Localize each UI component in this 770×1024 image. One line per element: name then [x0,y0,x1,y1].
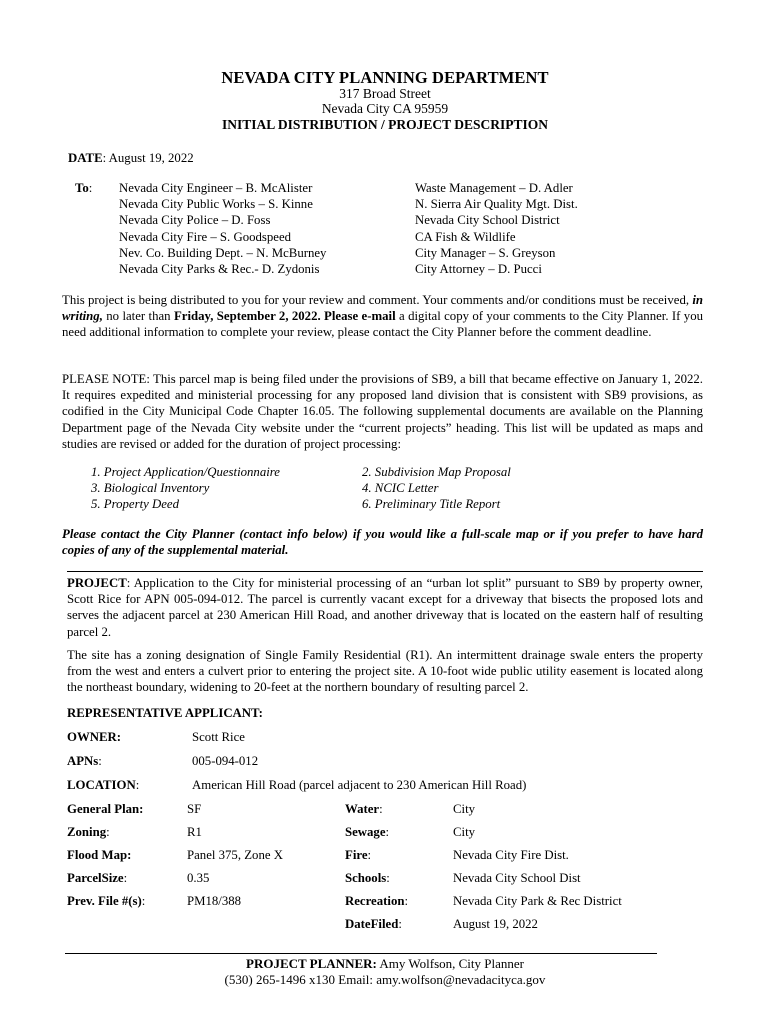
recreation-label [345,894,408,909]
to-label-line [75,180,92,196]
project-paragraph [67,575,703,640]
location-value: American Hill Road (parcel adjacent to 230 American Hill Road) [192,778,527,792]
flood-map-label: Flood Map: [67,848,132,862]
fire-label-text: Fire [345,848,368,862]
recreation-colon: : [404,894,409,908]
project-label: PROJECT [67,576,127,590]
date-filed-label [345,917,402,932]
to-label: To [75,181,89,195]
supplemental-item: 1. Project Application/Questionnaire [91,465,280,479]
recipient: City Attorney – D. Pucci [415,262,542,277]
recipient: Waste Management – D. Adler [415,181,573,195]
project-text: : Application to the City for ministerial processing of an “urban lot split” pursuant to SB9 by property owner, Scott Rice for APN 005-094-012. The parcel is currently vacant except for a driveway that bisects the proposed lots and serves the adjacent parcel at 230 American Hill Road, and another driveway that is located on the eastern half of resulting parcel 2. [67,576,703,639]
intro-text: a digital copy of your comments to the City Planner. If you need additional information to complete your review, please contact the City Planner before the comment deadline. [62,309,703,340]
parcel-size-colon: : [123,871,128,885]
recreation-value: Nevada City Park & Rec District [453,894,622,908]
supplemental-list-left [91,464,280,512]
supplemental-item: 3. Biological Inventory [91,481,210,495]
prev-file-label-text: Prev. File #(s) [67,894,142,908]
supplemental-item: 6. Preliminary Title Report [362,497,501,511]
apns-value: 005-094-012 [192,754,259,768]
location-label-text: LOCATION [67,778,136,792]
supplemental-item: 2. Subdivision Map Proposal [362,465,511,479]
date-filed-value: August 19, 2022 [453,917,538,931]
water-colon: : [379,802,383,816]
flood-map-value: Panel 375, Zone X [187,848,283,862]
sewage-value: City [453,825,476,839]
water-value: City [453,802,476,816]
schools-value: Nevada City School Dist [453,871,581,885]
recipient: Nevada City Fire – S. Goodspeed [119,229,292,244]
date-line [68,150,194,166]
date-value: : August 19, 2022 [102,151,194,165]
recreation-label-text: Recreation [345,894,405,908]
address-line-1: 317 Broad Street [339,86,431,101]
owner-value: Scott Rice [192,730,245,744]
water-label [345,802,383,817]
section-divider [67,571,703,572]
sewage-label-text: Sewage [345,825,386,839]
apns-colon: : [98,754,102,768]
intro-text: no later than [102,309,174,324]
to-colon: : [88,181,93,195]
supplemental-list-right [362,464,511,512]
contact-note: Please contact the City Planner (contact info below) if you would like a full-scale map or if you prefer to have hard copies of any of the supplemental material. [62,527,703,558]
zoning-label [67,825,110,840]
site-paragraph: The site has a zoning designation of Single Family Residential (R1). An intermittent drainage swale enters the property from the west and enters a culvert prior to entering the project site. A 10-foot wide public utility easement is located along the northeast boundary, widening to 20-feet at the northern boundary of resulting parcel 2. [67,648,703,695]
prev-file-colon: : [141,894,146,908]
supplemental-item: 5. Property Deed [91,497,180,511]
address-line-2: Nevada City CA 95959 [321,101,449,116]
recipient: City Manager – S. Greyson [415,245,556,260]
supplemental-item: 4. NCIC Letter [362,481,439,495]
general-plan-value: SF [187,802,202,816]
fire-colon: : [367,848,372,862]
date-filed-colon: : [398,917,402,931]
prev-file-label [67,894,145,909]
sewage-colon: : [385,825,390,839]
water-label-text: Water [345,802,380,816]
distribution-list-left [119,180,326,277]
apns-label [67,754,102,769]
location-label [67,778,139,793]
sewage-label [345,825,389,840]
parcel-size-label [67,871,127,886]
zoning-label-text: Zoning [67,825,107,839]
representative-applicant-heading: REPRESENTATIVE APPLICANT: [67,706,263,720]
prev-file-value: PM18/388 [187,894,242,908]
date-filed-label-text: DateFiled [345,917,399,931]
location-colon: : [135,778,140,792]
apns-label-text: APNs [67,754,99,768]
recipient: Nev. Co. Building Dept. – N. McBurney [119,245,327,260]
zoning-value: R1 [187,825,202,839]
schools-label [345,871,390,886]
recipient: N. Sierra Air Quality Mgt. Dist. [415,197,578,212]
date-label: DATE [68,151,103,165]
fire-value: Nevada City Fire Dist. [453,848,569,862]
schools-label-text: Schools [345,871,387,885]
owner-label: OWNER: [67,730,122,744]
footer-divider [65,953,657,954]
project-planner-label: PROJECT PLANNER: [246,956,377,971]
department-title: NEVADA CITY PLANNING DEPARTMENT [221,68,549,87]
parcel-size-value: 0.35 [187,871,210,885]
recipient: Nevada City Parks & Rec.- D. Zydonis [119,262,320,277]
deadline-emphasis: Friday, September 2, 2022. Please e-mail [173,309,396,324]
project-planner-value: Amy Wolfson, City Planner [376,956,524,971]
recipient: Nevada City Engineer – B. McAlister [119,181,313,195]
schools-colon: : [386,871,390,885]
general-plan-label: General Plan: [67,802,144,816]
in-writing-emphasis: in writing, [62,293,703,324]
distribution-list-right [415,180,578,277]
parcel-size-label-text: ParcelSize [67,871,124,885]
project-planner-line [0,956,770,972]
fire-label [345,848,371,863]
recipient: Nevada City Public Works – S. Kinne [119,197,313,212]
intro-text: This project is being distributed to you for your review and comment. Your comments and/or conditions must be received, [62,293,693,307]
zoning-colon: : [106,825,110,839]
recipient: Nevada City Police – D. Foss [119,213,271,228]
recipient: CA Fish & Wildlife [415,229,516,244]
intro-paragraph [62,292,703,341]
document-subtitle: INITIAL DISTRIBUTION / PROJECT DESCRIPTION [221,117,549,132]
recipient: Nevada City School District [415,213,560,228]
planner-contact-line: (530) 265-1496 x130 Email: amy.wolfson@nevadacityca.gov [224,972,546,987]
please-note-paragraph: PLEASE NOTE: This parcel map is being filed under the provisions of SB9, a bill that became effective on January 1, 2022. It requires expedited and ministerial processing for any proposed land division that is consistent with SB9 provisions, as codified in the City Municipal Code Chapter 16.05. The following supplemental documents are available on the Planning Department page of the Nevada City website under the “current projects” heading. This list will be updated as maps and studies are revised or added for the duration of project processing: [62,372,703,451]
